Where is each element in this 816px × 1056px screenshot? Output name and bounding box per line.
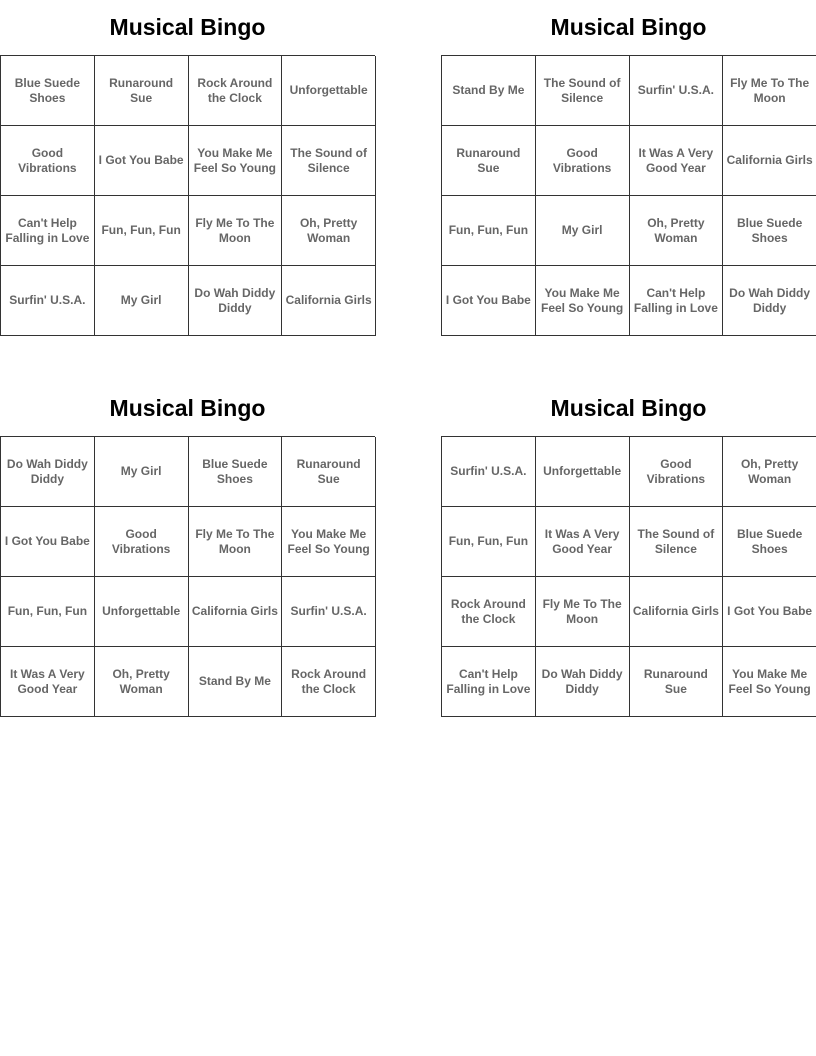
bingo-cell: Blue Suede Shoes <box>189 437 283 507</box>
bingo-cell: Blue Suede Shoes <box>723 507 816 577</box>
bingo-card-2 <box>441 0 816 336</box>
bingo-cell: Fly Me To The Moon <box>536 577 630 647</box>
card-title: Musical Bingo <box>109 14 266 40</box>
bingo-cell: Good Vibrations <box>95 507 189 577</box>
bingo-cell: Rock Around the Clock <box>282 647 376 717</box>
bingo-cell: Fun, Fun, Fun <box>95 196 189 266</box>
bingo-cell: Do Wah Diddy Diddy <box>723 266 816 336</box>
bingo-cell: It Was A Very Good Year <box>630 126 724 196</box>
card-title: Musical Bingo <box>550 395 707 421</box>
bingo-cell: Surfin' U.S.A. <box>282 577 376 647</box>
bingo-cell: I Got You Babe <box>95 126 189 196</box>
bingo-cell: I Got You Babe <box>723 577 816 647</box>
bingo-cell: You Make Me Feel So Young <box>282 507 376 577</box>
bingo-card-4 <box>441 381 816 717</box>
bingo-cell: I Got You Babe <box>442 266 536 336</box>
bingo-cell: Surfin' U.S.A. <box>1 266 95 336</box>
bingo-cell: California Girls <box>723 126 816 196</box>
bingo-cell: Oh, Pretty Woman <box>95 647 189 717</box>
bingo-cell: The Sound of Silence <box>536 56 630 126</box>
bingo-cell: My Girl <box>95 266 189 336</box>
bingo-cell: Do Wah Diddy Diddy <box>536 647 630 717</box>
bingo-cell: Can't Help Falling in Love <box>630 266 724 336</box>
bingo-cell: Blue Suede Shoes <box>1 56 95 126</box>
bingo-grid <box>441 55 816 336</box>
bingo-cell: It Was A Very Good Year <box>536 507 630 577</box>
bingo-grid <box>0 436 375 717</box>
bingo-cell: Runaround Sue <box>630 647 724 717</box>
bingo-cell: Rock Around the Clock <box>442 577 536 647</box>
bingo-cell: California Girls <box>282 266 376 336</box>
bingo-cell: Can't Help Falling in Love <box>1 196 95 266</box>
bingo-card-1 <box>0 0 375 336</box>
bingo-cell: Blue Suede Shoes <box>723 196 816 266</box>
bingo-cell: Fun, Fun, Fun <box>442 507 536 577</box>
bingo-cell: I Got You Babe <box>1 507 95 577</box>
bingo-card-3 <box>0 381 375 717</box>
bingo-grid <box>0 55 375 336</box>
bingo-cell: Fly Me To The Moon <box>189 196 283 266</box>
bingo-cell: Do Wah Diddy Diddy <box>1 437 95 507</box>
bingo-cell: Do Wah Diddy Diddy <box>189 266 283 336</box>
bingo-cell: California Girls <box>630 577 724 647</box>
bingo-cell: Runaround Sue <box>282 437 376 507</box>
card-title: Musical Bingo <box>550 14 707 40</box>
bingo-cell: Runaround Sue <box>442 126 536 196</box>
bingo-cell: Fun, Fun, Fun <box>442 196 536 266</box>
bingo-cell: Runaround Sue <box>95 56 189 126</box>
bingo-cell: Unforgettable <box>95 577 189 647</box>
bingo-cell: Fun, Fun, Fun <box>1 577 95 647</box>
bingo-cell: My Girl <box>536 196 630 266</box>
bingo-cell: It Was A Very Good Year <box>1 647 95 717</box>
bingo-cell: The Sound of Silence <box>282 126 376 196</box>
bingo-cell: Good Vibrations <box>630 437 724 507</box>
bingo-cell: Fly Me To The Moon <box>189 507 283 577</box>
bingo-cell: Stand By Me <box>442 56 536 126</box>
bingo-cell: Stand By Me <box>189 647 283 717</box>
bingo-cell: Oh, Pretty Woman <box>282 196 376 266</box>
bingo-cell: Oh, Pretty Woman <box>723 437 816 507</box>
bingo-cell: Fly Me To The Moon <box>723 56 816 126</box>
bingo-cell: You Make Me Feel So Young <box>189 126 283 196</box>
bingo-cell: Surfin' U.S.A. <box>442 437 536 507</box>
bingo-cell: The Sound of Silence <box>630 507 724 577</box>
card-title: Musical Bingo <box>109 395 266 421</box>
bingo-cell: Good Vibrations <box>1 126 95 196</box>
bingo-cell: Surfin' U.S.A. <box>630 56 724 126</box>
bingo-cell: Can't Help Falling in Love <box>442 647 536 717</box>
bingo-cell: Oh, Pretty Woman <box>630 196 724 266</box>
bingo-cell: My Girl <box>95 437 189 507</box>
bingo-cell: You Make Me Feel So Young <box>723 647 816 717</box>
bingo-cell: Rock Around the Clock <box>189 56 283 126</box>
bingo-cell: Good Vibrations <box>536 126 630 196</box>
bingo-cell: Unforgettable <box>282 56 376 126</box>
bingo-cell: California Girls <box>189 577 283 647</box>
bingo-cell: You Make Me Feel So Young <box>536 266 630 336</box>
bingo-cell: Unforgettable <box>536 437 630 507</box>
bingo-grid <box>441 436 816 717</box>
